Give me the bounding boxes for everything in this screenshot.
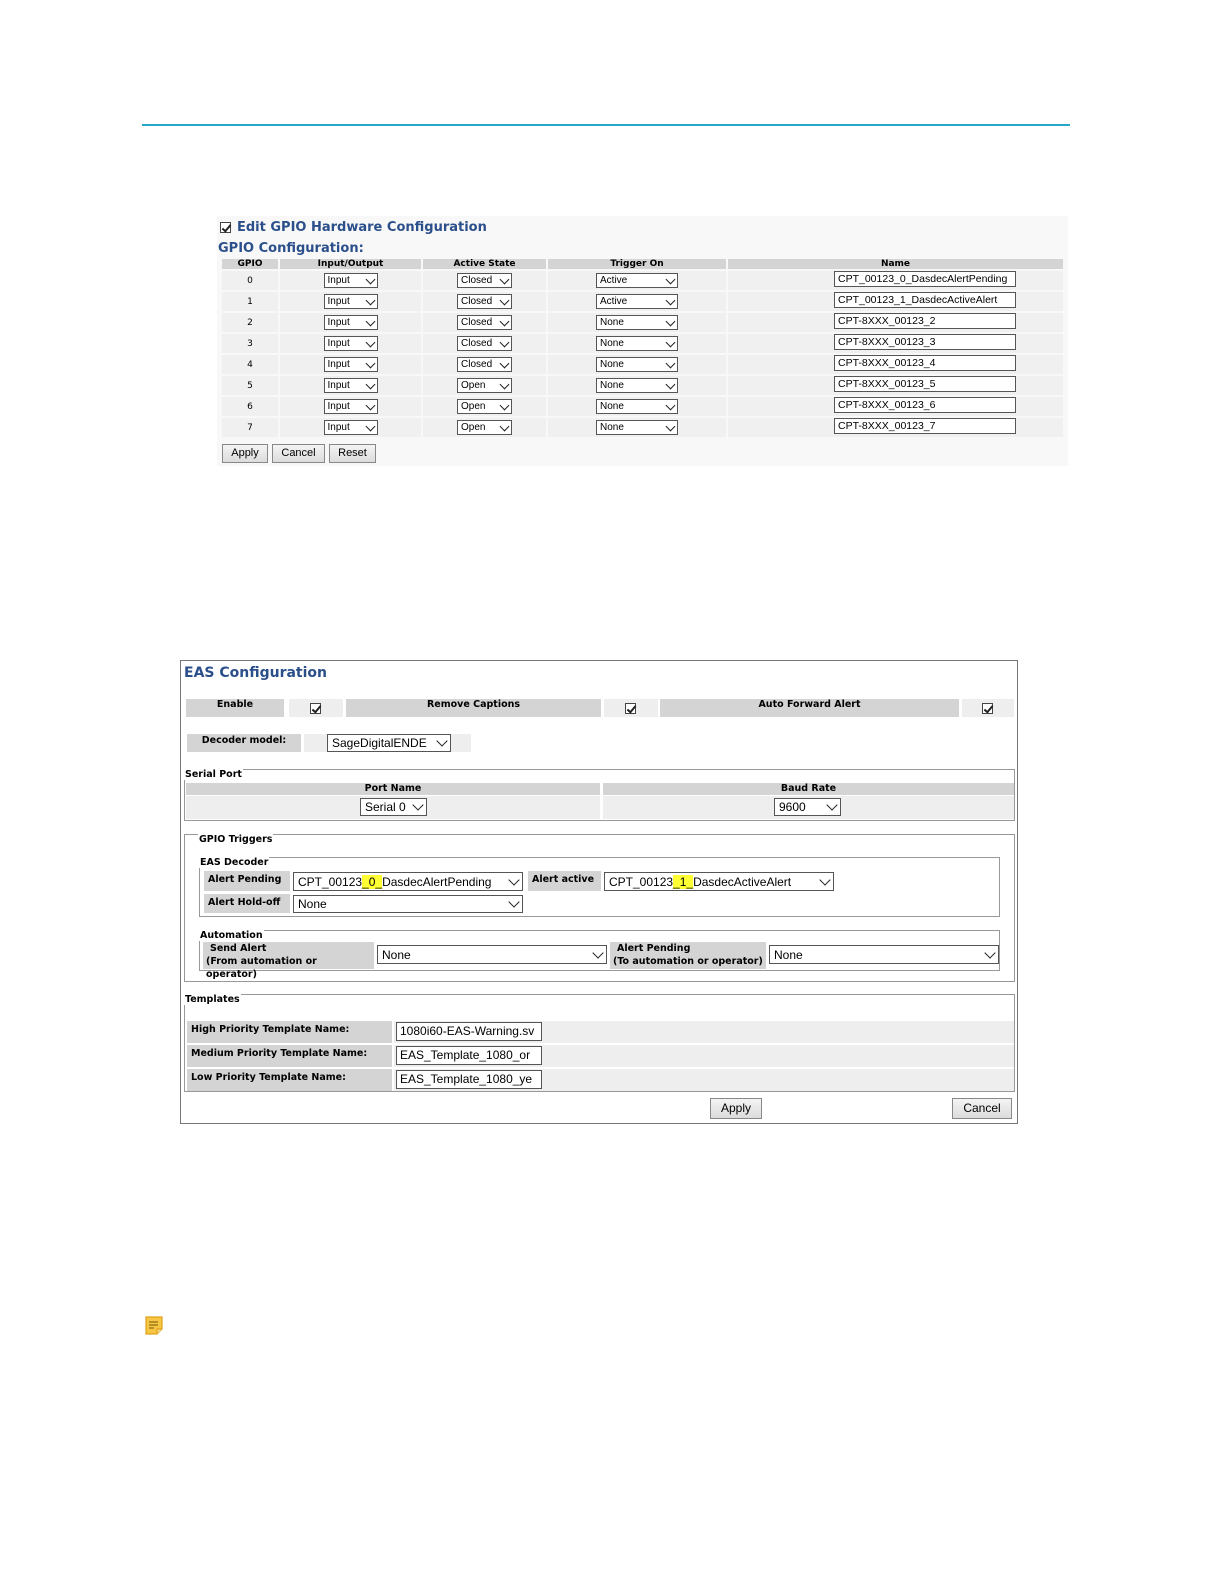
gpio-button-row (222, 444, 376, 463)
gpio-config-panel (217, 216, 1068, 466)
eas-apply-button[interactable]: Apply (710, 1098, 762, 1119)
table-row (222, 397, 1063, 416)
alert-active-value (609, 875, 791, 889)
send-alert-value: None (382, 947, 411, 962)
auto-alert-pending-value: None (774, 947, 803, 962)
gpio-number: 1 (222, 292, 278, 311)
gpio-apply-button[interactable]: Apply (222, 444, 268, 463)
value-suffix: DasdecAlertPending (382, 874, 492, 889)
chevron-down-icon (826, 799, 837, 810)
io-select[interactable] (324, 378, 378, 393)
table-row (222, 271, 1063, 290)
chevron-down-icon (365, 421, 375, 431)
chevron-down-icon (984, 947, 995, 958)
table-row (222, 418, 1063, 437)
send-alert-label-line1: Send Alert (210, 943, 267, 954)
gpio-table-header (222, 259, 1063, 269)
gpio-name-input[interactable]: CPT-8XXX_00123_5 (834, 376, 1016, 392)
page-header-rule (142, 124, 1070, 126)
chevron-down-icon (365, 358, 375, 368)
chevron-down-icon (436, 735, 447, 746)
high-template-label: High Priority Template Name: (187, 1021, 392, 1043)
alert-pending-select[interactable] (293, 872, 523, 891)
chevron-down-icon (666, 316, 676, 326)
io-value: Input (327, 380, 350, 391)
gpio-number: 3 (222, 334, 278, 353)
gpio-reset-button[interactable]: Reset (329, 444, 376, 463)
gpio-config-title: GPIO Configuration: (218, 241, 364, 256)
gpio-name-input[interactable]: CPT-8XXX_00123_7 (834, 418, 1016, 434)
send-alert-label (203, 942, 374, 980)
value-prefix: CPT_00123 (609, 874, 674, 889)
port-name-select[interactable] (360, 798, 427, 816)
gpio-number: 6 (222, 397, 278, 416)
chevron-down-icon (508, 896, 519, 907)
gpio-name-input[interactable]: CPT-8XXX_00123_2 (834, 313, 1016, 329)
chevron-down-icon (508, 874, 519, 885)
io-value: Input (327, 359, 350, 370)
col-active-state: Active State (423, 259, 546, 269)
io-select[interactable] (324, 294, 378, 309)
chevron-down-icon (819, 874, 830, 885)
chevron-down-icon (500, 379, 510, 389)
gpio-number: 2 (222, 313, 278, 332)
active-state-select[interactable] (457, 378, 512, 393)
trigger-value: None (600, 317, 624, 328)
chevron-down-icon (666, 295, 676, 305)
alert-active-label: Alert active (528, 871, 601, 891)
send-alert-label-line2: (From automation or operator) (206, 956, 317, 980)
baud-rate-value: 9600 (779, 800, 806, 814)
auto-forward-cell (962, 699, 1014, 717)
chevron-down-icon (666, 379, 676, 389)
chevron-down-icon (365, 295, 375, 305)
automation-legend: Automation (200, 930, 263, 941)
trigger-select[interactable] (596, 357, 678, 372)
table-row (222, 292, 1063, 311)
auto-forward-checkbox[interactable] (982, 703, 993, 714)
col-input-output: Input/Output (280, 259, 421, 269)
auto-alert-pending-label (610, 942, 766, 969)
col-trigger-on: Trigger On (548, 259, 726, 269)
table-row (222, 376, 1063, 395)
trigger-value: None (600, 401, 624, 412)
decoder-model-select[interactable] (327, 734, 451, 752)
trigger-select[interactable] (596, 420, 678, 435)
send-alert-select[interactable] (377, 945, 607, 964)
decoder-model-value: SageDigitalENDE (332, 736, 427, 750)
remove-captions-checkbox[interactable] (625, 703, 636, 714)
medium-template-label: Medium Priority Template Name: (187, 1045, 392, 1067)
trigger-select[interactable] (596, 378, 678, 393)
active-state-select[interactable] (457, 315, 512, 330)
chevron-down-icon (592, 947, 603, 958)
chevron-down-icon (500, 421, 510, 431)
state-value: Closed (461, 275, 493, 286)
enable-checkbox[interactable] (310, 703, 321, 714)
trigger-value: None (600, 422, 624, 433)
io-value: Input (327, 422, 350, 433)
gpio-number: 7 (222, 418, 278, 437)
state-value: Closed (461, 317, 493, 328)
eas-config-title: EAS Configuration (184, 665, 328, 681)
active-state-select[interactable] (457, 294, 512, 309)
io-select[interactable] (324, 420, 378, 435)
io-select[interactable] (324, 315, 378, 330)
active-state-select[interactable] (457, 273, 512, 288)
chevron-down-icon (500, 316, 510, 326)
col-name: Name (728, 259, 1063, 269)
chevron-down-icon (666, 337, 676, 347)
value-prefix: CPT_00123 (298, 874, 363, 889)
eas-config-panel (180, 660, 1018, 1124)
chevron-down-icon (365, 316, 375, 326)
chevron-down-icon (500, 358, 510, 368)
table-row (222, 334, 1063, 353)
gpio-name-input[interactable]: CPT-8XXX_00123_6 (834, 397, 1016, 413)
alert-holdoff-label: Alert Hold-off (204, 894, 290, 913)
gpio-triggers-legend: GPIO Triggers (199, 834, 273, 845)
low-template-input[interactable]: EAS_Template_1080_ye (396, 1070, 542, 1089)
gpio-number: 0 (222, 271, 278, 290)
active-state-select[interactable] (457, 357, 512, 372)
state-value: Closed (461, 359, 493, 370)
decoder-model-label: Decoder model: (187, 734, 301, 752)
serial-port-legend: Serial Port (185, 769, 242, 780)
chevron-down-icon (500, 337, 510, 347)
chevron-down-icon (666, 274, 676, 284)
chevron-down-icon (365, 274, 375, 284)
state-value: Closed (461, 338, 493, 349)
templates-legend: Templates (185, 994, 240, 1005)
auto-alert-pending-select[interactable] (769, 945, 999, 964)
enable-cell (289, 699, 343, 717)
gpio-cancel-button[interactable]: Cancel (272, 444, 325, 463)
port-name-value: Serial 0 (365, 800, 406, 814)
medium-template-input[interactable]: EAS_Template_1080_or (396, 1046, 542, 1065)
trigger-select[interactable] (596, 315, 678, 330)
baud-rate-select[interactable] (774, 798, 841, 816)
io-select[interactable] (324, 357, 378, 372)
chevron-down-icon (412, 799, 423, 810)
alert-pending-value (298, 875, 491, 889)
chevron-down-icon (666, 400, 676, 410)
remove-captions-label: Remove Captions (346, 699, 601, 717)
trigger-select[interactable] (596, 336, 678, 351)
eas-cancel-button[interactable]: Cancel (952, 1098, 1012, 1119)
chevron-down-icon (666, 358, 676, 368)
io-select[interactable] (324, 273, 378, 288)
gpio-name-input[interactable]: CPT_00123_1_DasdecActiveAlert (834, 292, 1016, 308)
state-value: Open (461, 401, 486, 412)
enable-label: Enable (186, 699, 284, 717)
highlighted-index: _0_ (362, 874, 383, 889)
chevron-down-icon (500, 274, 510, 284)
io-value: Input (327, 296, 350, 307)
alert-holdoff-value: None (298, 897, 327, 911)
io-select[interactable] (324, 399, 378, 414)
trigger-select[interactable] (596, 273, 678, 288)
col-gpio: GPIO (222, 259, 278, 269)
gpio-name-input[interactable]: CPT-8XXX_00123_3 (834, 334, 1016, 350)
highlighted-index: _1_ (673, 874, 694, 889)
trigger-select[interactable] (596, 294, 678, 309)
value-suffix: DasdecActiveAlert (693, 874, 792, 889)
chevron-down-icon (666, 421, 676, 431)
chevron-down-icon (500, 295, 510, 305)
io-value: Input (327, 317, 350, 328)
port-name-header: Port Name (186, 783, 600, 795)
active-state-select[interactable] (457, 420, 512, 435)
table-row (222, 355, 1063, 374)
edit-gpio-label: Edit GPIO Hardware Configuration (237, 220, 487, 235)
auto-forward-label: Auto Forward Alert (660, 699, 959, 717)
gpio-table (220, 257, 1065, 439)
trigger-value: Active (600, 296, 628, 307)
alert-active-select[interactable] (604, 872, 834, 891)
trigger-value: None (600, 359, 624, 370)
table-row (222, 313, 1063, 332)
eas-decoder-legend: EAS Decoder (200, 857, 269, 868)
state-value: Closed (461, 296, 493, 307)
active-state-select[interactable] (457, 336, 512, 351)
io-value: Input (327, 275, 350, 286)
io-select[interactable] (324, 336, 378, 351)
baud-rate-header: Baud Rate (603, 783, 1014, 795)
chevron-down-icon (365, 337, 375, 347)
gpio-number: 5 (222, 376, 278, 395)
auto-alert-pending-line1: Alert Pending (617, 943, 691, 954)
state-value: Open (461, 380, 486, 391)
alert-pending-label: Alert Pending (204, 871, 290, 891)
state-value: Open (461, 422, 486, 433)
io-value: Input (327, 401, 350, 412)
chevron-down-icon (365, 400, 375, 410)
alert-holdoff-select[interactable] (293, 895, 523, 913)
active-state-select[interactable] (457, 399, 512, 414)
high-template-input[interactable]: 1080i60-EAS-Warning.sv (396, 1022, 542, 1041)
trigger-value: None (600, 338, 624, 349)
low-template-label: Low Priority Template Name: (187, 1069, 392, 1091)
edit-gpio-checkbox[interactable] (220, 222, 231, 233)
gpio-number: 4 (222, 355, 278, 374)
trigger-value: None (600, 380, 624, 391)
chevron-down-icon (365, 379, 375, 389)
auto-alert-pending-line2: (To automation or operator) (613, 956, 763, 967)
gpio-name-input[interactable]: CPT-8XXX_00123_4 (834, 355, 1016, 371)
gpio-name-input[interactable]: CPT_00123_0_DasdecAlertPending (834, 271, 1016, 287)
trigger-value: Active (600, 275, 628, 286)
edit-gpio-toggle[interactable] (220, 220, 487, 235)
trigger-select[interactable] (596, 399, 678, 414)
chevron-down-icon (500, 400, 510, 410)
remove-captions-cell (604, 699, 658, 717)
io-value: Input (327, 338, 350, 349)
note-icon (145, 1316, 163, 1335)
